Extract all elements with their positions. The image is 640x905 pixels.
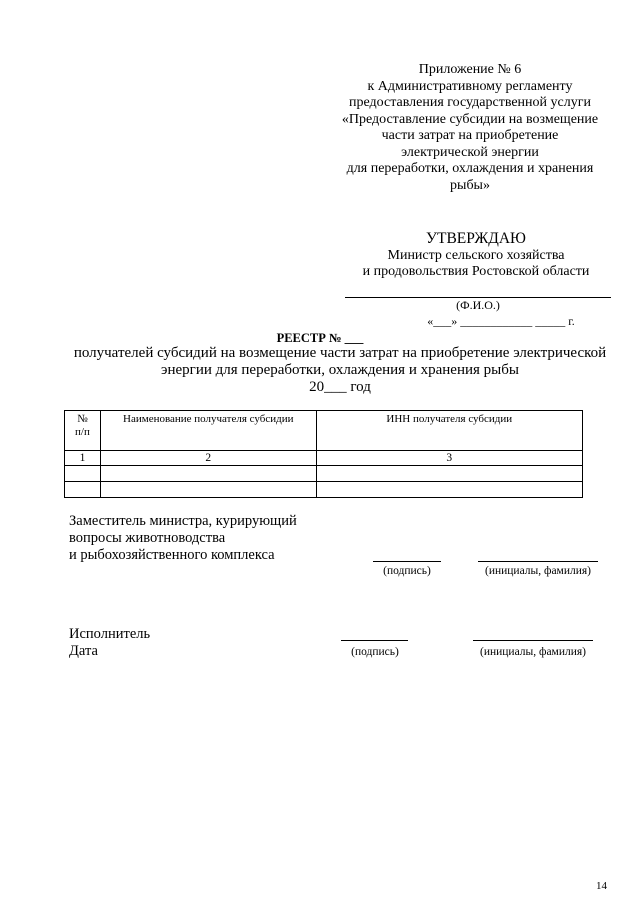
executor-signature-line [341,640,408,641]
table-header-row [65,411,583,451]
deputy-line3: и рыбохозяйственного комплекса [69,547,275,563]
page-number: 14 [596,880,607,892]
deputy-block [69,513,369,564]
register-table [64,410,583,498]
appendix-line: части затрат на приобретение [381,128,559,143]
appendix-line: рыбы» [450,177,490,193]
table-cell [65,482,101,498]
appendix-line: к Административному регламенту [367,78,573,94]
register-subtitle-line3: 20___ год [309,379,371,395]
deputy-name-line [478,561,598,562]
approval-position-line2: и продовольствия Ростовской области [362,264,590,279]
appendix-line: предоставления государственной услуги [349,95,591,110]
header-inn: ИНН получателя субсидии [316,411,582,451]
deputy-signature-caption: (подпись) [383,565,431,577]
executor-signature-caption: (подпись) [351,646,399,658]
header-recipient-name: Наименование получателя субсидии [100,411,316,451]
executor-block [69,626,269,660]
approval-date: «___» ____________ _____ г. [427,314,575,328]
deputy-name-caption: (инициалы, фамилия) [484,565,592,577]
table-cell [316,482,582,498]
table-row [65,466,583,482]
table-number-row [65,451,583,466]
deputy-line2: вопросы животноводства [69,530,226,546]
appendix-line: Приложение № 6 [418,62,522,77]
table-cell: 2 [100,451,316,466]
appendix-line: электрической энергии [401,144,539,160]
register-title: РЕЕСТР № ___ [276,331,364,345]
header-number: № п/п [65,411,101,451]
deputy-signature-line [373,561,441,562]
table-cell: 1 [65,451,101,466]
approval-position-line1: Министр сельского хозяйства [387,248,565,263]
appendix-line: для переработки, охлаждения и хранения [346,161,594,176]
table-cell [100,482,316,498]
approval-block [340,230,612,280]
table-cell [100,466,316,482]
table-row [65,482,583,498]
table-cell [65,466,101,482]
table-cell: 3 [316,451,582,466]
appendix-line: «Предоставление субсидии на возмещение [341,111,599,127]
approval-heading: УТВЕРЖДАЮ [426,230,526,247]
table-cell [316,466,582,482]
executor-name-line [473,640,593,641]
executor-name-caption: (инициалы, фамилия) [479,646,587,658]
fio-caption: (Ф.И.О.) [456,298,500,312]
date-label: Дата [69,643,98,659]
register-subtitle [60,345,620,396]
appendix-header [320,62,620,194]
executor-label: Исполнитель [69,626,151,642]
register-subtitle-line2: энергии для переработки, охлаждения и хранения рыбы [161,362,519,378]
deputy-line1: Заместитель министра, курирующий [69,513,297,529]
register-subtitle-line1: получателей субсидий на возмещение части затрат на приобретение электрической [73,345,607,361]
